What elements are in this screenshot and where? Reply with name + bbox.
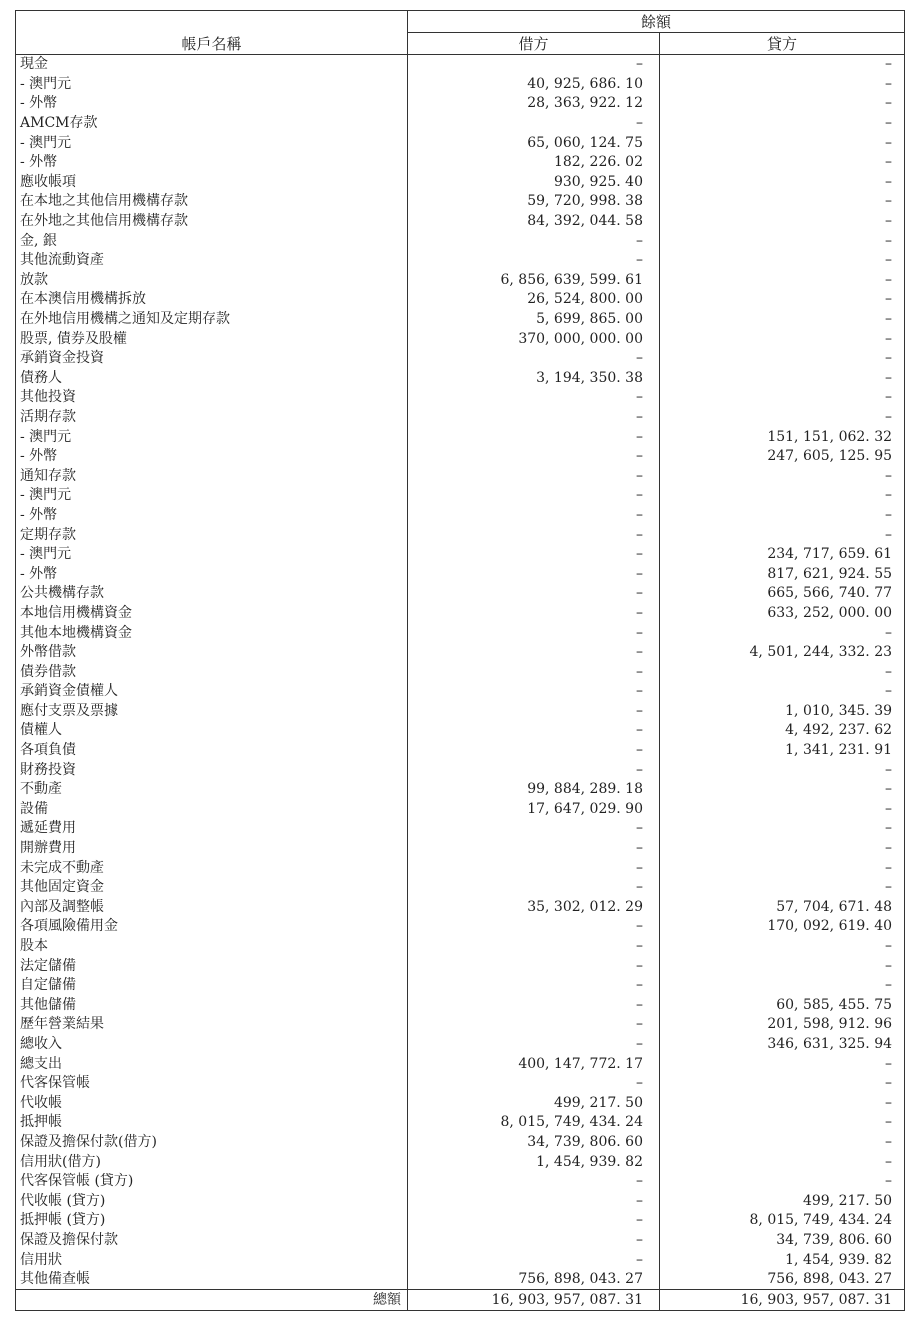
table-row	[16, 1211, 905, 1231]
debit-cell: –	[408, 760, 660, 780]
account-name-cell: - 澳門元	[16, 545, 408, 565]
trial-balance-table	[15, 10, 905, 1311]
account-name-cell: 金, 銀	[16, 231, 408, 251]
debit-cell: –	[408, 1191, 660, 1211]
table-row	[16, 702, 905, 722]
credit-cell: 170, 092, 619. 40	[660, 917, 905, 937]
account-name-cell: 在外地之其他信用機構存款	[16, 212, 408, 232]
table-row	[16, 310, 905, 330]
account-name-cell: 代客保管帳	[16, 1074, 408, 1094]
table-row	[16, 271, 905, 291]
debit-cell: –	[408, 741, 660, 761]
table-row	[16, 525, 905, 545]
table-row	[16, 564, 905, 584]
table-row	[16, 1152, 905, 1172]
credit-cell: –	[660, 623, 905, 643]
debit-cell: –	[408, 55, 660, 75]
account-name-cell: 在本地之其他信用機構存款	[16, 192, 408, 212]
debit-cell: –	[408, 937, 660, 957]
credit-cell: 57, 704, 671. 48	[660, 898, 905, 918]
account-name-cell: 保證及擔保付款(借方)	[16, 1133, 408, 1153]
debit-cell: –	[408, 408, 660, 428]
credit-cell: –	[660, 1113, 905, 1133]
credit-cell: –	[660, 1074, 905, 1094]
account-name-cell: 信用狀	[16, 1250, 408, 1270]
table-row	[16, 486, 905, 506]
account-name-cell: 財務投資	[16, 760, 408, 780]
table-row	[16, 388, 905, 408]
table-row	[16, 584, 905, 604]
account-name-cell: 股票, 債券及股權	[16, 329, 408, 349]
credit-cell: 4, 501, 244, 332. 23	[660, 643, 905, 663]
credit-cell: –	[660, 369, 905, 389]
credit-cell: –	[660, 525, 905, 545]
table-row	[16, 329, 905, 349]
credit-cell: 633, 252, 000. 00	[660, 604, 905, 624]
credit-cell: 1, 454, 939. 82	[660, 1250, 905, 1270]
table-row	[16, 662, 905, 682]
debit-cell: 930, 925. 40	[408, 173, 660, 193]
account-name-cell: 定期存款	[16, 525, 408, 545]
debit-cell: –	[408, 388, 660, 408]
debit-cell: –	[408, 1074, 660, 1094]
credit-cell: –	[660, 192, 905, 212]
table-row	[16, 1172, 905, 1192]
account-name-cell: 外幣借款	[16, 643, 408, 663]
debit-cell: –	[408, 545, 660, 565]
credit-cell: 151, 151, 062. 32	[660, 427, 905, 447]
table-row	[16, 173, 905, 193]
total-label: 總額	[16, 1290, 408, 1311]
table-row	[16, 623, 905, 643]
credit-cell: –	[660, 212, 905, 232]
table-row	[16, 447, 905, 467]
account-name-cell: 自定儲備	[16, 976, 408, 996]
credit-cell: 201, 598, 912. 96	[660, 1015, 905, 1035]
account-name-cell: 設備	[16, 800, 408, 820]
account-name-cell: 信用狀(借方)	[16, 1152, 408, 1172]
total-credit: 16, 903, 957, 087. 31	[660, 1290, 905, 1311]
debit-cell: –	[408, 917, 660, 937]
debit-cell: –	[408, 976, 660, 996]
credit-cell: –	[660, 75, 905, 95]
debit-cell: –	[408, 114, 660, 134]
credit-cell: –	[660, 858, 905, 878]
debit-cell: –	[408, 525, 660, 545]
debit-cell: 8, 015, 749, 434. 24	[408, 1113, 660, 1133]
account-name-cell: 總收入	[16, 1035, 408, 1055]
table-row	[16, 1035, 905, 1055]
credit-cell: –	[660, 1152, 905, 1172]
credit-cell: –	[660, 976, 905, 996]
credit-cell: 499, 217. 50	[660, 1191, 905, 1211]
credit-cell: –	[660, 486, 905, 506]
credit-cell: –	[660, 310, 905, 330]
debit-cell: –	[408, 1250, 660, 1270]
credit-cell: –	[660, 251, 905, 271]
account-name-cell: - 外幣	[16, 564, 408, 584]
table-row	[16, 878, 905, 898]
debit-cell: –	[408, 447, 660, 467]
debit-cell: 35, 302, 012. 29	[408, 898, 660, 918]
account-name-cell: 應收帳項	[16, 173, 408, 193]
credit-cell: –	[660, 466, 905, 486]
account-name-cell: 公共機構存款	[16, 584, 408, 604]
table-row	[16, 780, 905, 800]
account-name-cell: - 外幣	[16, 94, 408, 114]
debit-cell: –	[408, 1172, 660, 1192]
credit-cell: –	[660, 780, 905, 800]
credit-cell: –	[660, 329, 905, 349]
account-name-header: 帳戶名稱	[16, 11, 408, 55]
account-name-cell: 其他固定資金	[16, 878, 408, 898]
account-name-cell: 各項風險備用金	[16, 917, 408, 937]
debit-cell: 99, 884, 289. 18	[408, 780, 660, 800]
credit-cell: –	[660, 173, 905, 193]
table-row	[16, 506, 905, 526]
debit-header: 借方	[408, 33, 660, 55]
table-row	[16, 408, 905, 428]
account-name-cell: 應付支票及票據	[16, 702, 408, 722]
debit-cell: –	[408, 623, 660, 643]
account-name-cell: 抵押帳	[16, 1113, 408, 1133]
credit-cell: 817, 621, 924. 55	[660, 564, 905, 584]
debit-cell: –	[408, 506, 660, 526]
debit-cell: 26, 524, 800. 00	[408, 290, 660, 310]
credit-cell: –	[660, 153, 905, 173]
debit-cell: 1, 454, 939. 82	[408, 1152, 660, 1172]
account-name-cell: 總支出	[16, 1054, 408, 1074]
account-name-cell: 歷年營業結果	[16, 1015, 408, 1035]
account-name-cell: 其他本地機構資金	[16, 623, 408, 643]
table-row	[16, 75, 905, 95]
table-row	[16, 427, 905, 447]
credit-cell: 1, 341, 231. 91	[660, 741, 905, 761]
account-name-cell: 通知存款	[16, 466, 408, 486]
debit-cell: –	[408, 682, 660, 702]
account-name-cell: AMCM存款	[16, 114, 408, 134]
debit-cell: 370, 000, 000. 00	[408, 329, 660, 349]
account-name-cell: 其他備查帳	[16, 1270, 408, 1290]
table-row	[16, 898, 905, 918]
debit-cell: 3, 194, 350. 38	[408, 369, 660, 389]
table-row	[16, 1133, 905, 1153]
table-row	[16, 682, 905, 702]
debit-cell: –	[408, 466, 660, 486]
credit-cell: 8, 015, 749, 434. 24	[660, 1211, 905, 1231]
table-row	[16, 917, 905, 937]
account-name-cell: - 外幣	[16, 506, 408, 526]
debit-cell: 84, 392, 044. 58	[408, 212, 660, 232]
debit-cell: –	[408, 584, 660, 604]
credit-cell: –	[660, 408, 905, 428]
table-row	[16, 231, 905, 251]
table-row	[16, 466, 905, 486]
account-name-cell: 承銷資金投資	[16, 349, 408, 369]
account-name-cell: - 澳門元	[16, 427, 408, 447]
debit-cell: –	[408, 956, 660, 976]
debit-cell: –	[408, 251, 660, 271]
credit-cell: –	[660, 956, 905, 976]
table-row	[16, 1270, 905, 1290]
account-name-cell: 本地信用機構資金	[16, 604, 408, 624]
table-row	[16, 545, 905, 565]
account-name-cell: 債券借款	[16, 662, 408, 682]
table-row	[16, 290, 905, 310]
table-row	[16, 721, 905, 741]
account-name-cell: 其他投資	[16, 388, 408, 408]
account-name-cell: - 外幣	[16, 447, 408, 467]
table-row	[16, 839, 905, 859]
credit-cell: 234, 717, 659. 61	[660, 545, 905, 565]
account-name-cell: 內部及調整帳	[16, 898, 408, 918]
credit-cell: –	[660, 55, 905, 75]
debit-cell: –	[408, 604, 660, 624]
debit-cell: 28, 363, 922. 12	[408, 94, 660, 114]
table-row	[16, 1074, 905, 1094]
account-name-cell: 遞延費用	[16, 819, 408, 839]
account-name-cell: 開辦費用	[16, 839, 408, 859]
debit-cell: –	[408, 858, 660, 878]
credit-cell: –	[660, 231, 905, 251]
credit-cell: –	[660, 937, 905, 957]
debit-cell: 40, 925, 686. 10	[408, 75, 660, 95]
account-name-cell: - 澳門元	[16, 133, 408, 153]
debit-cell: –	[408, 427, 660, 447]
debit-cell: 5, 699, 865. 00	[408, 310, 660, 330]
credit-cell: 346, 631, 325. 94	[660, 1035, 905, 1055]
credit-cell: –	[660, 290, 905, 310]
credit-cell: –	[660, 819, 905, 839]
table-row	[16, 114, 905, 134]
credit-cell: –	[660, 1054, 905, 1074]
debit-cell: –	[408, 839, 660, 859]
table-row	[16, 192, 905, 212]
table-row	[16, 369, 905, 389]
credit-cell: 60, 585, 455. 75	[660, 996, 905, 1016]
table-row	[16, 1250, 905, 1270]
account-name-cell: 代收帳 (貸方)	[16, 1191, 408, 1211]
debit-cell: 65, 060, 124. 75	[408, 133, 660, 153]
debit-cell: –	[408, 1211, 660, 1231]
table-row	[16, 741, 905, 761]
debit-cell: –	[408, 819, 660, 839]
debit-cell: 182, 226. 02	[408, 153, 660, 173]
account-name-cell: 其他儲備	[16, 996, 408, 1016]
account-name-cell: 承銷資金債權人	[16, 682, 408, 702]
credit-cell: –	[660, 1172, 905, 1192]
table-row	[16, 1113, 905, 1133]
debit-cell: 59, 720, 998. 38	[408, 192, 660, 212]
credit-cell: –	[660, 349, 905, 369]
credit-cell: 4, 492, 237. 62	[660, 721, 905, 741]
credit-cell: –	[660, 506, 905, 526]
table-row	[16, 1015, 905, 1035]
total-debit: 16, 903, 957, 087. 31	[408, 1290, 660, 1311]
table-row	[16, 819, 905, 839]
debit-cell: –	[408, 662, 660, 682]
table-row	[16, 956, 905, 976]
debit-cell: –	[408, 1231, 660, 1251]
credit-cell: –	[660, 1093, 905, 1113]
account-name-cell: 其他流動資產	[16, 251, 408, 271]
account-name-cell: 代客保管帳 (貸方)	[16, 1172, 408, 1192]
credit-header: 貸方	[660, 33, 905, 55]
credit-cell: –	[660, 114, 905, 134]
table-row	[16, 937, 905, 957]
debit-cell: 17, 647, 029. 90	[408, 800, 660, 820]
account-name-cell: 未完成不動產	[16, 858, 408, 878]
header-row-balance	[16, 11, 905, 33]
table-row	[16, 55, 905, 75]
table-row	[16, 94, 905, 114]
table-row	[16, 1191, 905, 1211]
table-row	[16, 760, 905, 780]
debit-cell: 499, 217. 50	[408, 1093, 660, 1113]
credit-cell: 756, 898, 043. 27	[660, 1270, 905, 1290]
account-name-cell: 現金	[16, 55, 408, 75]
credit-cell: 1, 010, 345. 39	[660, 702, 905, 722]
debit-cell: –	[408, 643, 660, 663]
table-row	[16, 604, 905, 624]
account-name-cell: - 外幣	[16, 153, 408, 173]
debit-cell: –	[408, 231, 660, 251]
table-row	[16, 1093, 905, 1113]
table-row	[16, 212, 905, 232]
credit-cell: –	[660, 839, 905, 859]
table-row	[16, 1231, 905, 1251]
account-name-cell: - 澳門元	[16, 75, 408, 95]
account-name-cell: 放款	[16, 271, 408, 291]
table-row	[16, 1054, 905, 1074]
table-row	[16, 133, 905, 153]
account-name-cell: 代收帳	[16, 1093, 408, 1113]
table-row	[16, 153, 905, 173]
total-row	[16, 1290, 905, 1311]
account-name-cell: 保證及擔保付款	[16, 1231, 408, 1251]
debit-cell: –	[408, 702, 660, 722]
debit-cell: 400, 147, 772. 17	[408, 1054, 660, 1074]
credit-cell: –	[660, 133, 905, 153]
account-name-cell: - 澳門元	[16, 486, 408, 506]
table-row	[16, 996, 905, 1016]
credit-cell: 247, 605, 125. 95	[660, 447, 905, 467]
account-name-cell: 抵押帳 (貸方)	[16, 1211, 408, 1231]
credit-cell: –	[660, 878, 905, 898]
debit-cell: –	[408, 564, 660, 584]
debit-cell: –	[408, 349, 660, 369]
account-name-cell: 活期存款	[16, 408, 408, 428]
table-row	[16, 800, 905, 820]
account-name-cell: 債權人	[16, 721, 408, 741]
credit-cell: 34, 739, 806. 60	[660, 1231, 905, 1251]
debit-cell: –	[408, 996, 660, 1016]
account-name-cell: 法定儲備	[16, 956, 408, 976]
table-row	[16, 976, 905, 996]
debit-cell: –	[408, 1035, 660, 1055]
debit-cell: –	[408, 486, 660, 506]
ledger-body	[16, 55, 905, 1311]
credit-cell: –	[660, 662, 905, 682]
account-name-cell: 債務人	[16, 369, 408, 389]
debit-cell: 6, 856, 639, 599. 61	[408, 271, 660, 291]
debit-cell: –	[408, 1015, 660, 1035]
credit-cell: 665, 566, 740. 77	[660, 584, 905, 604]
debit-cell: 34, 739, 806. 60	[408, 1133, 660, 1153]
debit-cell: 756, 898, 043. 27	[408, 1270, 660, 1290]
table-row	[16, 349, 905, 369]
credit-cell: –	[660, 682, 905, 702]
account-name-cell: 股本	[16, 937, 408, 957]
account-name-cell: 不動產	[16, 780, 408, 800]
debit-cell: –	[408, 721, 660, 741]
table-row	[16, 858, 905, 878]
account-name-cell: 各項負債	[16, 741, 408, 761]
credit-cell: –	[660, 800, 905, 820]
account-name-cell: 在外地信用機構之通知及定期存款	[16, 310, 408, 330]
account-name-cell: 在本澳信用機構拆放	[16, 290, 408, 310]
debit-cell: –	[408, 878, 660, 898]
credit-cell: –	[660, 1133, 905, 1153]
credit-cell: –	[660, 94, 905, 114]
balance-header: 餘額	[408, 11, 905, 33]
credit-cell: –	[660, 388, 905, 408]
table-row	[16, 643, 905, 663]
table-row	[16, 251, 905, 271]
credit-cell: –	[660, 760, 905, 780]
credit-cell: –	[660, 271, 905, 291]
